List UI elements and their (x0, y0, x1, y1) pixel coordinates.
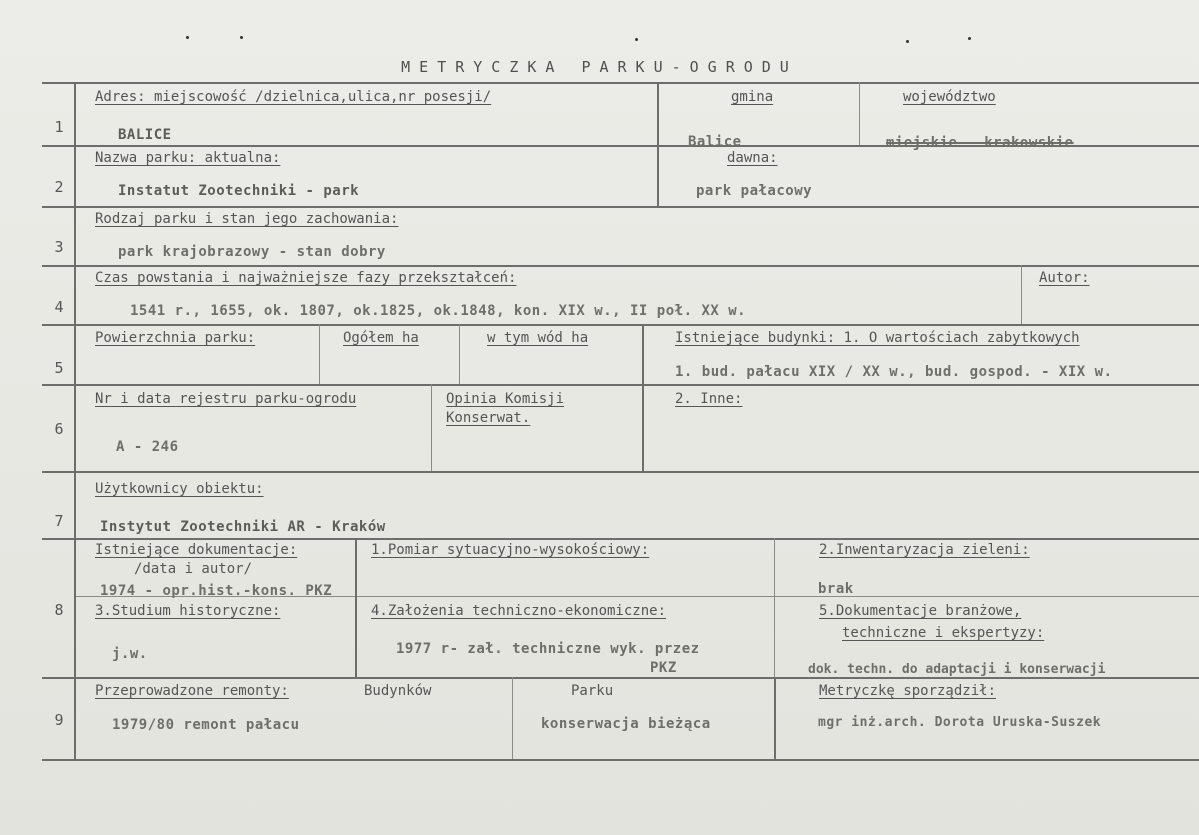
grid-line (642, 324, 644, 471)
period-label: Czas powstania i najważniejsze fazy przekształceń: (95, 270, 517, 286)
park-repairs-label: Parku (571, 683, 614, 699)
punch-dot (635, 38, 638, 41)
row-number: 4 (54, 298, 64, 316)
grid-line (42, 324, 1199, 326)
prepared-by-value: mgr inż.arch. Dorota Uruska-Suszek (818, 715, 1102, 730)
row-number: 2 (54, 178, 64, 196)
author-label: Autor: (1039, 270, 1090, 286)
documentation-sublabel: /data i autor/ (134, 561, 253, 577)
former-name-label: dawna: (727, 150, 778, 166)
survey-label: 1.Pomiar sytuacyjno-wysokościowy: (371, 542, 650, 558)
prepared-by-label: Metryczkę sporządził: (819, 683, 997, 699)
grid-line (859, 82, 860, 145)
other-buildings-label: 2. Inne: (675, 391, 743, 407)
historical-study-value: j.w. (112, 646, 148, 662)
grid-line (42, 538, 1199, 540)
row-number: 3 (54, 238, 64, 256)
grid-line (42, 677, 1199, 679)
grid-line (42, 759, 1199, 761)
grid-line (355, 538, 357, 677)
row-number: 6 (54, 420, 64, 438)
grid-line (512, 677, 513, 759)
current-name-label: Nazwa parku: aktualna: (95, 150, 281, 166)
current-name-value: Instatut Zootechniki - park (118, 183, 360, 199)
row-number: 9 (54, 711, 64, 729)
technical-assumptions-label: 4.Założenia techniczno-ekonomiczne: (371, 603, 667, 619)
register-label: Nr i data rejestru parku-ogrodu (95, 391, 357, 407)
row-number: 1 (54, 118, 64, 136)
voivodeship-label: województwo (903, 89, 996, 105)
documentation-value: 1974 - opr.hist.-kons. PKZ (100, 583, 333, 599)
repairs-label: Przeprowadzone remonty: (95, 683, 289, 699)
row-number: 5 (54, 359, 64, 377)
grid-line (42, 265, 1199, 267)
documentation-label: Istniejące dokumentacje: (95, 542, 298, 558)
park-repairs-value: konserwacja bieżąca (541, 716, 711, 732)
park-type-value: park krajobrazowy - stan dobry (118, 244, 386, 260)
water-area-label: w tym wód ha (487, 330, 589, 346)
register-value: A - 246 (116, 439, 179, 455)
opinion-label: Opinia Komisji (446, 391, 565, 407)
punch-dot (240, 36, 243, 39)
buildings-repairs-value: 1979/80 remont pałacu (112, 717, 300, 733)
row-number: 7 (54, 512, 64, 530)
grid-line (319, 324, 320, 384)
park-type-label: Rodzaj parku i stan jego zachowania: (95, 211, 399, 227)
grid-line (42, 471, 1199, 473)
technical-assumptions-value: 1977 r- zał. techniczne wyk. przez (396, 641, 700, 657)
existing-buildings-value: 1. bud. pałacu XIX / XX w., bud. gospod. - XIX w. (675, 364, 1113, 380)
period-value: 1541 r., 1655, ok. 1807, ok.1825, ok.1848, kon. XIX w., II poł. XX w. (130, 303, 747, 319)
grid-line (657, 82, 659, 206)
greenery-inventory-value: brak (818, 581, 854, 597)
opinion-label-2: Konserwat. (446, 410, 531, 426)
card-title: METRYCZKA PARKU-OGRODU (401, 58, 798, 76)
voivodeship-value: miejskie - krakowskie (886, 135, 1074, 151)
row-number: 8 (54, 601, 64, 619)
address-label: Adres: miejscowość /dzielnica,ulica,nr posesji/ (95, 89, 492, 105)
users-label: Użytkownicy obiektu: (95, 481, 264, 497)
greenery-inventory-label: 2.Inwentaryzacja zieleni: (819, 542, 1030, 558)
grid-line (42, 206, 1199, 208)
address-value: BALICE (118, 127, 172, 143)
grid-line (774, 677, 776, 759)
punch-dot (906, 40, 909, 43)
grid-line (74, 82, 76, 759)
branch-documentation-value: dok. techn. do adaptacji i konserwacji (808, 662, 1106, 677)
grid-line (42, 384, 1199, 386)
users-value: Instytut Zootechniki AR - Kraków (100, 519, 386, 535)
commune-value: Balice (688, 134, 742, 150)
grid-line (1021, 265, 1022, 324)
branch-documentation-label: 5.Dokumentacje branżowe, (819, 603, 1022, 619)
technical-assumptions-value-2: PKZ (650, 660, 677, 676)
historical-study-label: 3.Studium historyczne: (95, 603, 281, 619)
buildings-repairs-label: Budynków (364, 683, 432, 699)
area-label: Powierzchnia parku: (95, 330, 256, 346)
grid-line (431, 384, 432, 471)
former-name-value: park pałacowy (696, 183, 813, 199)
commune-label: gmina (731, 89, 774, 105)
branch-documentation-label-2: techniczne i ekspertyzy: (842, 625, 1045, 641)
grid-line (774, 538, 775, 677)
grid-line (459, 324, 460, 384)
grid-line (42, 82, 1199, 84)
punch-dot (968, 37, 971, 40)
punch-dot (186, 36, 189, 39)
existing-buildings-label: Istniejące budynki: 1. O wartościach zabytkowych (675, 330, 1080, 346)
total-area-label: Ogółem ha (343, 330, 419, 346)
